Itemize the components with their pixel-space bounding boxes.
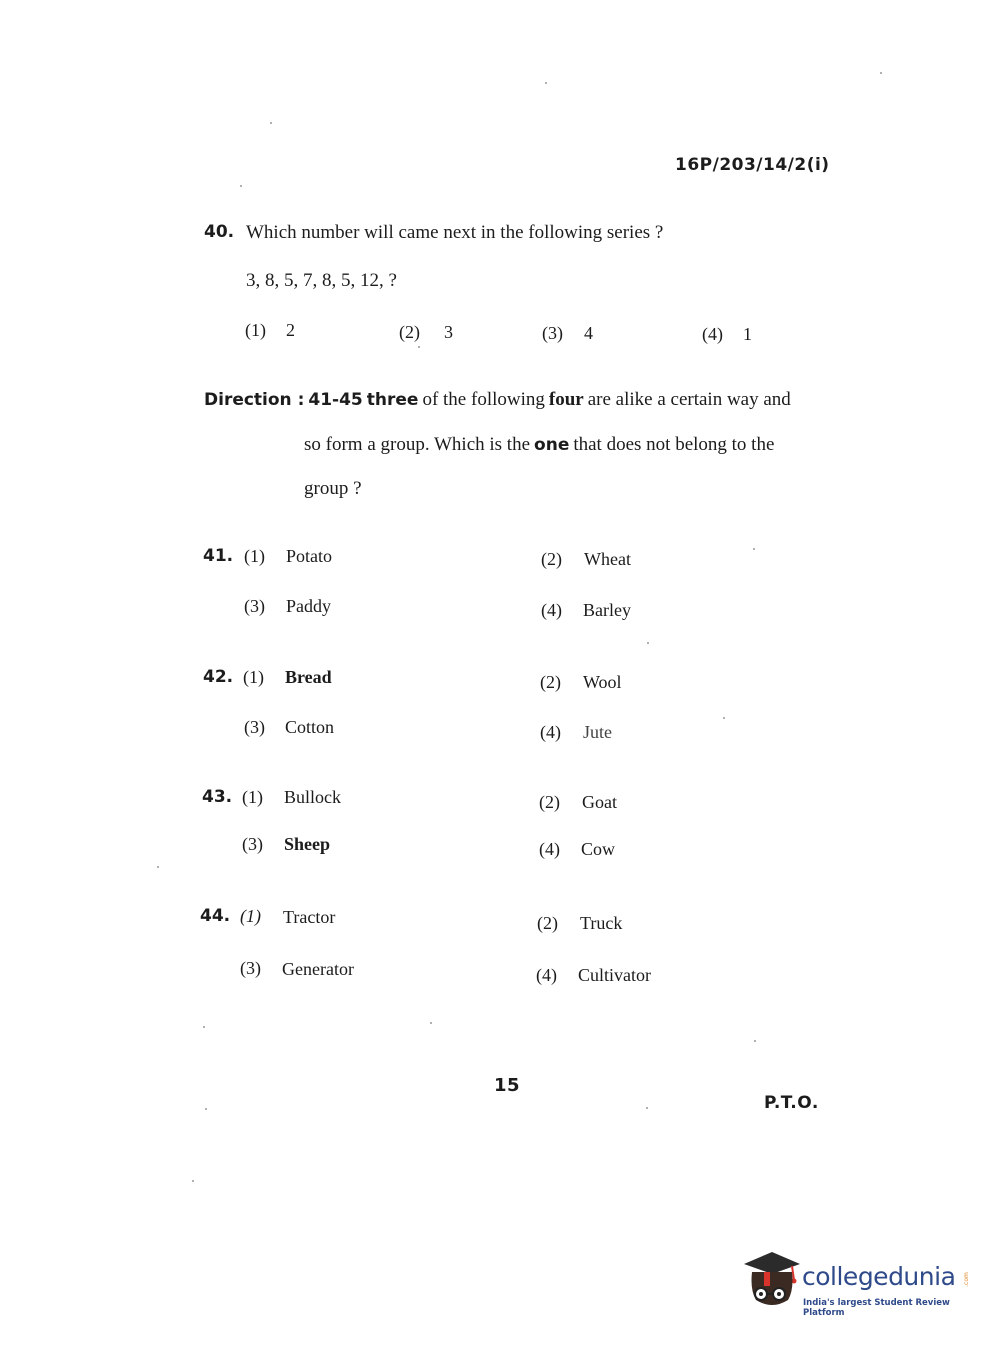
direction-line-3: group ? — [304, 478, 362, 499]
option-value: Tractor — [283, 907, 336, 927]
option-label: (2) — [539, 792, 560, 812]
scan-speck — [754, 1040, 756, 1042]
direction-text: so form a group. Which is the — [304, 434, 531, 455]
collegedunia-logo — [742, 1250, 972, 1320]
option-label: (3) — [244, 717, 265, 737]
direction-line-1 — [204, 389, 791, 411]
question-number: 42. — [203, 667, 234, 687]
option-label: (1) — [242, 787, 263, 807]
option-value: Potato — [286, 546, 333, 566]
option-value: Paddy — [286, 596, 331, 616]
option-value: Jute — [583, 722, 612, 742]
scan-speck — [545, 82, 547, 84]
option-label: (2) — [540, 672, 561, 692]
option-label: (2) — [537, 913, 558, 933]
option-value: Sheep — [284, 834, 331, 854]
option-label: (1) — [243, 667, 264, 687]
question-text: Which number will came next in the following series ? — [246, 222, 664, 243]
option-value: 3 — [444, 322, 453, 342]
pto-label: P.T.O. — [764, 1093, 819, 1113]
scan-speck — [753, 548, 755, 550]
option-label: (4) — [536, 965, 557, 985]
question-number: 40. — [204, 222, 235, 242]
option-value: Cultivator — [578, 965, 651, 985]
number-series: 3, 8, 5, 7, 8, 5, 12, ? — [246, 270, 397, 291]
option-label: (4) — [541, 600, 562, 620]
option-label: (4) — [539, 839, 560, 859]
option-value: 1 — [743, 324, 752, 344]
scan-speck — [157, 866, 159, 868]
option-label: (1) — [244, 546, 265, 566]
option-label: (3) — [240, 958, 261, 978]
logo-tagline: India's largest Student Review Platform — [803, 1298, 950, 1318]
emphasis-one: one — [534, 435, 570, 455]
option-label: (3) — [244, 596, 265, 616]
question-number: 41. — [203, 546, 234, 566]
option-label: (4) — [540, 722, 561, 742]
option-value: Wool — [583, 672, 622, 692]
scan-speck — [646, 1107, 648, 1109]
question-number: 44. — [200, 906, 231, 926]
option-value: Bread — [285, 667, 332, 687]
direction-text: that does not belong to the — [573, 434, 775, 455]
direction-line-2 — [304, 434, 774, 456]
option-value: Barley — [583, 600, 631, 620]
direction-text: of the following — [422, 389, 545, 410]
scan-speck — [240, 185, 242, 187]
scan-speck — [270, 122, 272, 124]
option-value: Bullock — [284, 787, 341, 807]
option-value: Truck — [580, 913, 623, 933]
option-value: Wheat — [584, 549, 631, 569]
option-value: Cow — [581, 839, 616, 859]
mascot-icon — [742, 1250, 802, 1310]
option-label: (2) — [541, 549, 562, 569]
option-value: 4 — [584, 323, 593, 343]
direction-text: are alike a certain way and — [587, 389, 791, 410]
scan-speck — [203, 1026, 205, 1028]
option-value: Cotton — [285, 717, 335, 737]
direction-label: Direction : — [204, 390, 305, 410]
scan-speck — [723, 717, 725, 719]
option-label: (4) — [702, 324, 723, 344]
option-label: (3) — [242, 834, 263, 854]
scan-speck — [205, 1108, 207, 1110]
option-value: 2 — [286, 320, 295, 340]
page-number: 15 — [494, 1075, 521, 1096]
paper-code: 16P/203/14/2(i) — [675, 155, 830, 175]
scan-speck — [647, 642, 649, 644]
question-number: 43. — [202, 787, 233, 807]
option-value: Goat — [582, 792, 617, 812]
direction-range: 41-45 — [308, 390, 363, 410]
logo-brand: collegedunia — [802, 1262, 956, 1291]
option-value: Generator — [282, 959, 354, 979]
scan-speck — [430, 1022, 432, 1024]
emphasis-three: three — [366, 390, 419, 410]
scan-speck — [880, 72, 882, 74]
logo-suffix: .com — [962, 1272, 970, 1287]
option-label: (1) — [240, 906, 261, 926]
scan-speck — [418, 346, 420, 348]
emphasis-four: four — [548, 389, 584, 410]
option-label: (2) — [399, 322, 420, 342]
option-label: (3) — [542, 323, 563, 343]
option-label: (1) — [245, 320, 266, 340]
scan-speck — [192, 1180, 194, 1182]
